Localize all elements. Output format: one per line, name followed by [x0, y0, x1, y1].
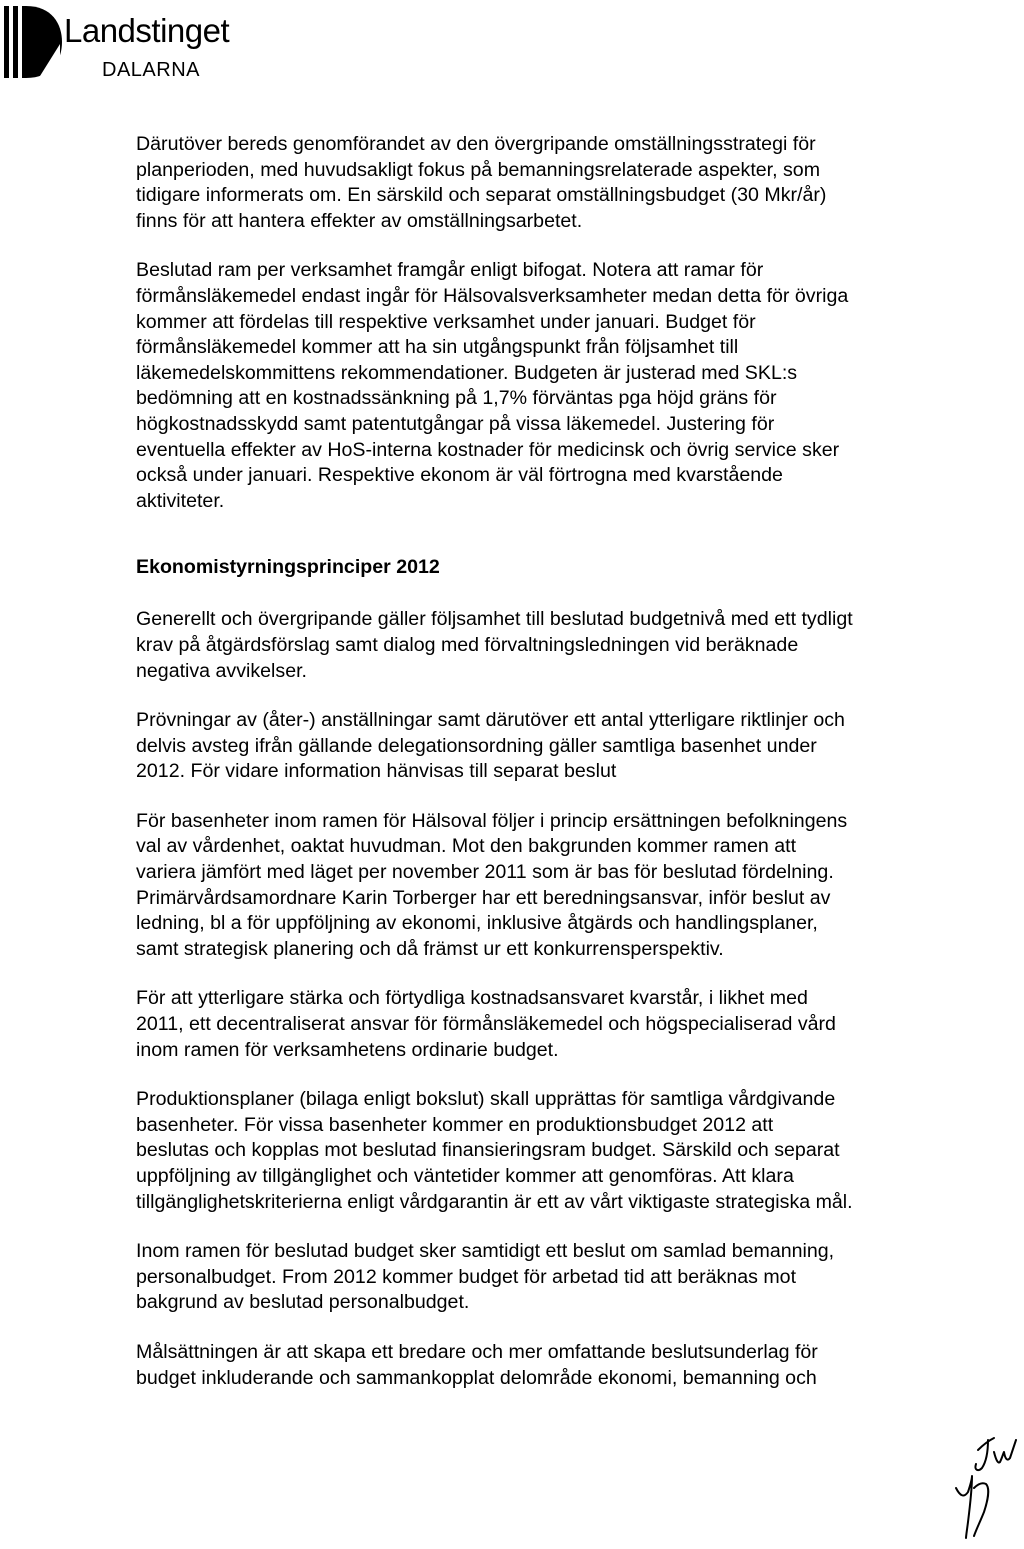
- paragraph-malsattning: Målsättningen är att skapa ett bredare och mer omfattande beslutsunderlag för budget inkluderande och sammankopplat delområde ekonomi, bemanning och: [136, 1340, 818, 1389]
- paragraph-produktionsplaner: Produktionsplaner (bilaga enligt bokslut) skall upprättas för samtliga vårdgivande basenheter. För vissa basenheter kommer en produktionsbudget 2012 att beslutas och kopplas mot beslutad finansieringsram budget. Särskild och separat uppföljning av tillgänglighet och väntetider kommer att genomföras. Att klara tillgänglighetskriterierna enligt vårdgarantin är ett av vårt viktigaste strategiska mål.: [136, 1088, 853, 1213]
- section-heading: Ekonomistyrningsprinciper 2012: [136, 556, 440, 579]
- paragraph-beslutad-ram: Beslutad ram per verksamhet framgår enligt bifogat. Notera att ramar för förmånsläkemedel endast ingår för Hälsovalsverksamheter medan detta för övriga kommer att fördelas till respektive verksamhet under januari. Budget för förmånsläkemedel kommer att ha sin utgångspunkt från följsamhet till läkemedelskommittens rekommendationer. Budgeten är justerad med SKL:s bedömning att en kostnadssänkning på 1,7% förväntas pga höjd gräns för högkostnadsskydd samt patentutgångar på vissa läkemedel. Justering för eventuella effekter av HoS-interna kostnader för medicinsk och övrig service sker också under januari. Respektive ekonom är väl förtrogna med kvarstående aktiviteter.: [136, 259, 849, 512]
- paragraph-kostnadsansvar: För att ytterligare stärka och förtydliga kostnadsansvaret kvarstår, i likhet med 2011, ett decentraliserat ansvar för förmånsläkemedel och högspecialiserad vård inom ramen för verksamhetens ordinarie budget.: [136, 987, 836, 1061]
- paragraph-halsoval: För basenheter inom ramen för Hälsoval följer i princip ersättningen befolkningens val av vårdenhet, oaktat huvudman. Mot den bakgrunden kommer ramen att variera jämfört med läget per november 2011 som är bas för beslutad fördelning. Primärvårdsamordnare Karin Torberger har ett beredningsansvar, inför beslut av ledning, bl a för uppföljning av ekonomi, inklusive åtgärds och handlingsplaner, samt strategisk planering och då främst ur ett konkurrensperspektiv.: [136, 809, 848, 960]
- logo-subtitle: DALARNA: [102, 59, 200, 81]
- document-body: [136, 132, 986, 1415]
- paragraph-foljsamhet: Generellt och övergripande gäller följsamhet till beslutad budgetnivå med ett tydligt krav på åtgärdsförslag samt dialog med förvaltningsledningen vid beräknade negativa avvikelser.: [136, 608, 853, 682]
- logo-name: Landstinget: [64, 12, 230, 49]
- handwritten-initials-icon: [950, 1430, 1020, 1540]
- landstinget-logo: [4, 4, 264, 84]
- landstinget-logo-icon: [4, 4, 66, 80]
- paragraph-bemanning: Inom ramen för beslutad budget sker samtidigt ett beslut om samlad bemanning, personalbudget. From 2012 kommer budget för arbetad tid att beräknas mot bakgrund av beslutad personalbudget.: [136, 1240, 835, 1314]
- paragraph-omstallning: Därutöver bereds genomförandet av den övergripande omställningsstrategi för planperioden, med huvudsakligt fokus på bemanningsrelaterade aspekter, som tidigare informerats om. En särskild och separat omställningsbudget (30 Mkr/år) finns för att hantera effekter av omställningsarbetet.: [136, 133, 827, 232]
- paragraph-provningar: Prövningar av (åter-) anställningar samt därutöver ett antal ytterligare riktlinjer och delvis avsteg ifrån gällande delegationsordning gäller samtliga basenhet under 2012. För vidare information hänvisas till separat beslut: [136, 709, 845, 783]
